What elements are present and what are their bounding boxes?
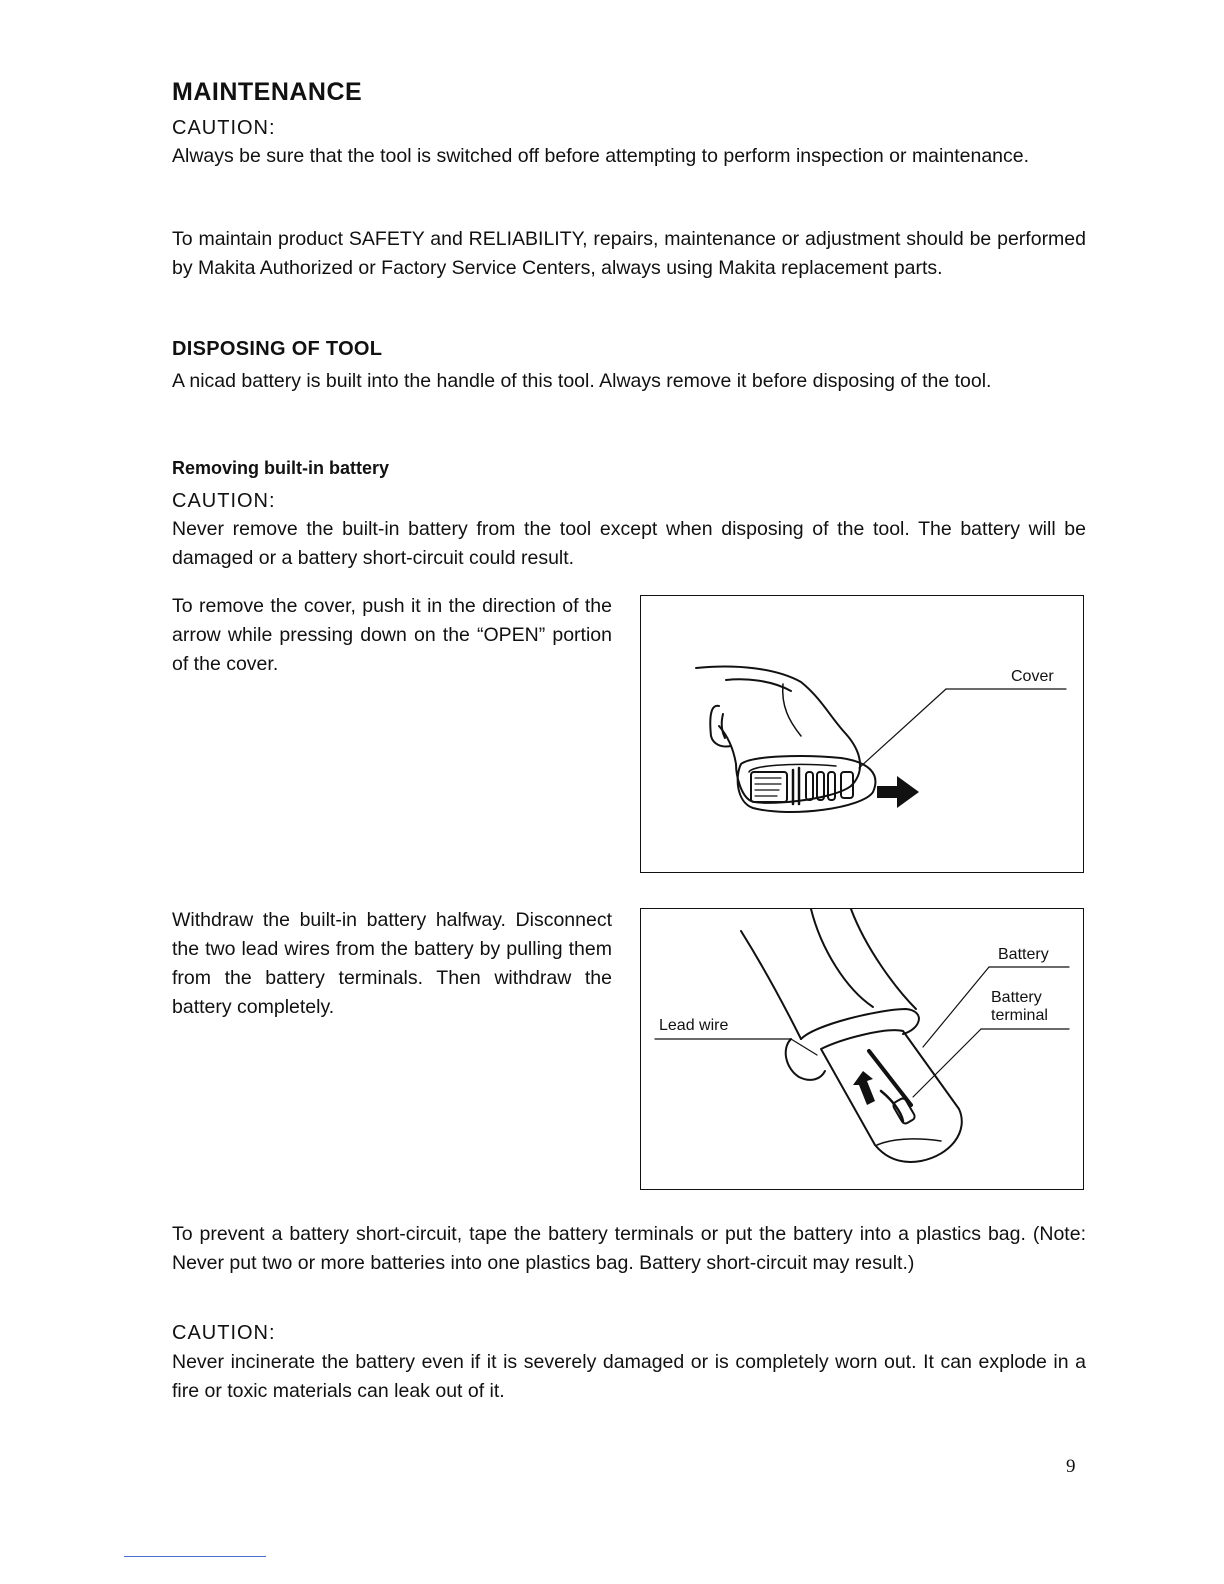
label-battery: Battery (998, 946, 1049, 963)
figure-battery-withdrawal (640, 908, 1084, 1190)
page-number: 9 (1066, 1456, 1076, 1477)
caution-label-2: CAUTION: (172, 490, 276, 512)
step-withdraw-battery-text: Withdraw the built-in battery halfway. Disconnect the two lead wires from the battery by pulling them from the battery terminals. Then withdraw the battery completely. (172, 909, 612, 1018)
disposing-text: A nicad battery is built into the handle of this tool. Always remove it before disposing of the tool. (172, 370, 992, 392)
step-remove-cover-text: To remove the cover, push it in the direction of the arrow while pressing down on the “OPEN” portion of the cover. (172, 595, 612, 675)
subsection-heading-removing: Removing built-in battery (172, 458, 390, 478)
section-heading-maintenance: MAINTENANCE (172, 78, 363, 106)
figure-cover-removal (640, 595, 1084, 873)
label-cover: Cover (1011, 668, 1054, 685)
caution-label-3: CAUTION: (172, 1322, 276, 1344)
tape-terminals-text: To prevent a battery short-circuit, tape the battery terminals or put the battery into a plastics bag. (Note: Never put two or more batteries into one plastics bag. Battery short-circuit may result.) (172, 1223, 1086, 1274)
label-lead-wire: Lead wire (659, 1017, 729, 1034)
label-battery-terminal (991, 989, 1048, 1025)
service-text: To maintain product SAFETY and RELIABILITY, repairs, maintenance or adjustment should be performed by Makita Authorized or Factory Service Centers, always using Makita replacement parts. (172, 228, 1086, 279)
caution-text: Always be sure that the tool is switched off before attempting to perform inspection or maintenance. (172, 145, 1030, 167)
section-heading-disposing: DISPOSING OF TOOL (172, 338, 383, 360)
caution-text-2: Never remove the built-in battery from the tool except when disposing of the tool. The battery will be damaged or a battery short-circuit could result. (172, 518, 1086, 569)
footer-rule (124, 1556, 266, 1557)
label-battery-terminal-line1: Battery (991, 989, 1042, 1006)
cover-illustration (641, 596, 1083, 872)
caution-label: CAUTION: (172, 117, 276, 139)
caution-text-3: Never incinerate the battery even if it is severely damaged or is completely worn out. It can explode in a fire or toxic materials can leak out of it. (172, 1351, 1086, 1402)
label-battery-terminal-line2: terminal (991, 1007, 1048, 1024)
